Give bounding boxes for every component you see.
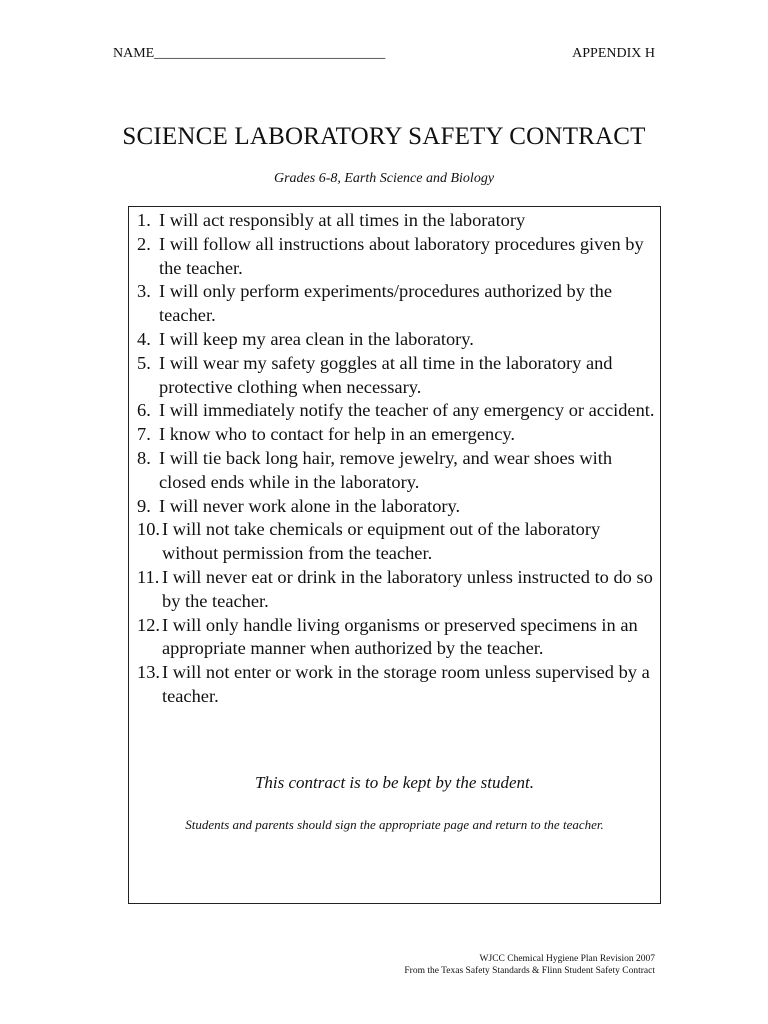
rule-item [137,233,659,281]
rule-text: I will not take chemicals or equipment out of the laboratory without permission from the teacher. [162,519,601,564]
footer [404,953,655,977]
rule-item [137,566,659,614]
rules-list [137,209,659,709]
rule-text: I will wear my safety goggles at all time in the laboratory and protective clothing when necessary. [159,352,613,397]
footer-source: From the Texas Safety Standards & Flinn Student Safety Contract [404,966,655,976]
rule-text: I will never eat or drink in the laboratory unless instructed to do so by the teacher. [162,566,653,611]
rule-text: I will only handle living organisms or preserved specimens in an appropriate manner when authorized by the teacher. [162,614,638,659]
rule-number: 8. [137,447,151,468]
appendix-label: APPENDIX H [572,46,655,61]
contract-box [128,206,661,904]
rule-item [137,280,659,328]
rule-number: 9. [137,495,151,516]
page-subtitle: Grades 6-8, Earth Science and Biology [273,171,495,186]
rule-number: 10. [137,519,160,540]
rule-item [137,447,659,495]
keep-contract-note: This contract is to be kept by the student. [254,773,535,792]
rule-number: 2. [137,233,151,254]
rule-text: I will only perform experiments/procedures authorized by the teacher. [159,281,612,326]
rule-number: 3. [137,281,151,302]
rule-item [137,614,659,662]
rule-text: I will tie back long hair, remove jewelry, and wear shoes with closed ends while in the laboratory. [159,447,613,492]
rule-text: I will keep my area clean in the laboratory. [159,328,474,349]
rule-number: 7. [137,424,151,445]
sign-instructions-note: Students and parents should sign the appropriate page and return to the teacher. [185,817,604,832]
rule-number: 11. [137,566,160,587]
rule-text: I will not enter or work in the storage room unless supervised by a teacher. [162,662,650,706]
rule-number: 5. [137,352,151,373]
rule-number: 13. [137,662,160,683]
rule-item [137,328,659,352]
rule-text: I will follow all instructions about laboratory procedures given by the teacher. [159,233,644,278]
name-field-label: NAME_________________________________ [113,46,386,61]
rule-number: 1. [137,210,151,230]
rule-number: 12. [137,614,160,635]
rule-text: I will act responsibly at all times in the laboratory [159,210,526,230]
rule-number: 4. [137,328,151,349]
footer-revision: WJCC Chemical Hygiene Plan Revision 2007 [479,954,655,964]
rule-item [137,423,659,447]
rule-item [137,209,659,233]
rule-item [137,495,659,519]
rule-item [137,518,659,566]
page-title: SCIENCE LABORATORY SAFETY CONTRACT [122,123,646,150]
rule-text: I know who to contact for help in an emergency. [159,424,515,445]
rule-text: I will immediately notify the teacher of any emergency or accident. [159,400,655,421]
rule-item [137,352,659,400]
rule-text: I will never work alone in the laboratory. [159,495,461,516]
rule-item [137,661,659,709]
rule-item [137,399,659,423]
rule-number: 6. [137,400,151,421]
